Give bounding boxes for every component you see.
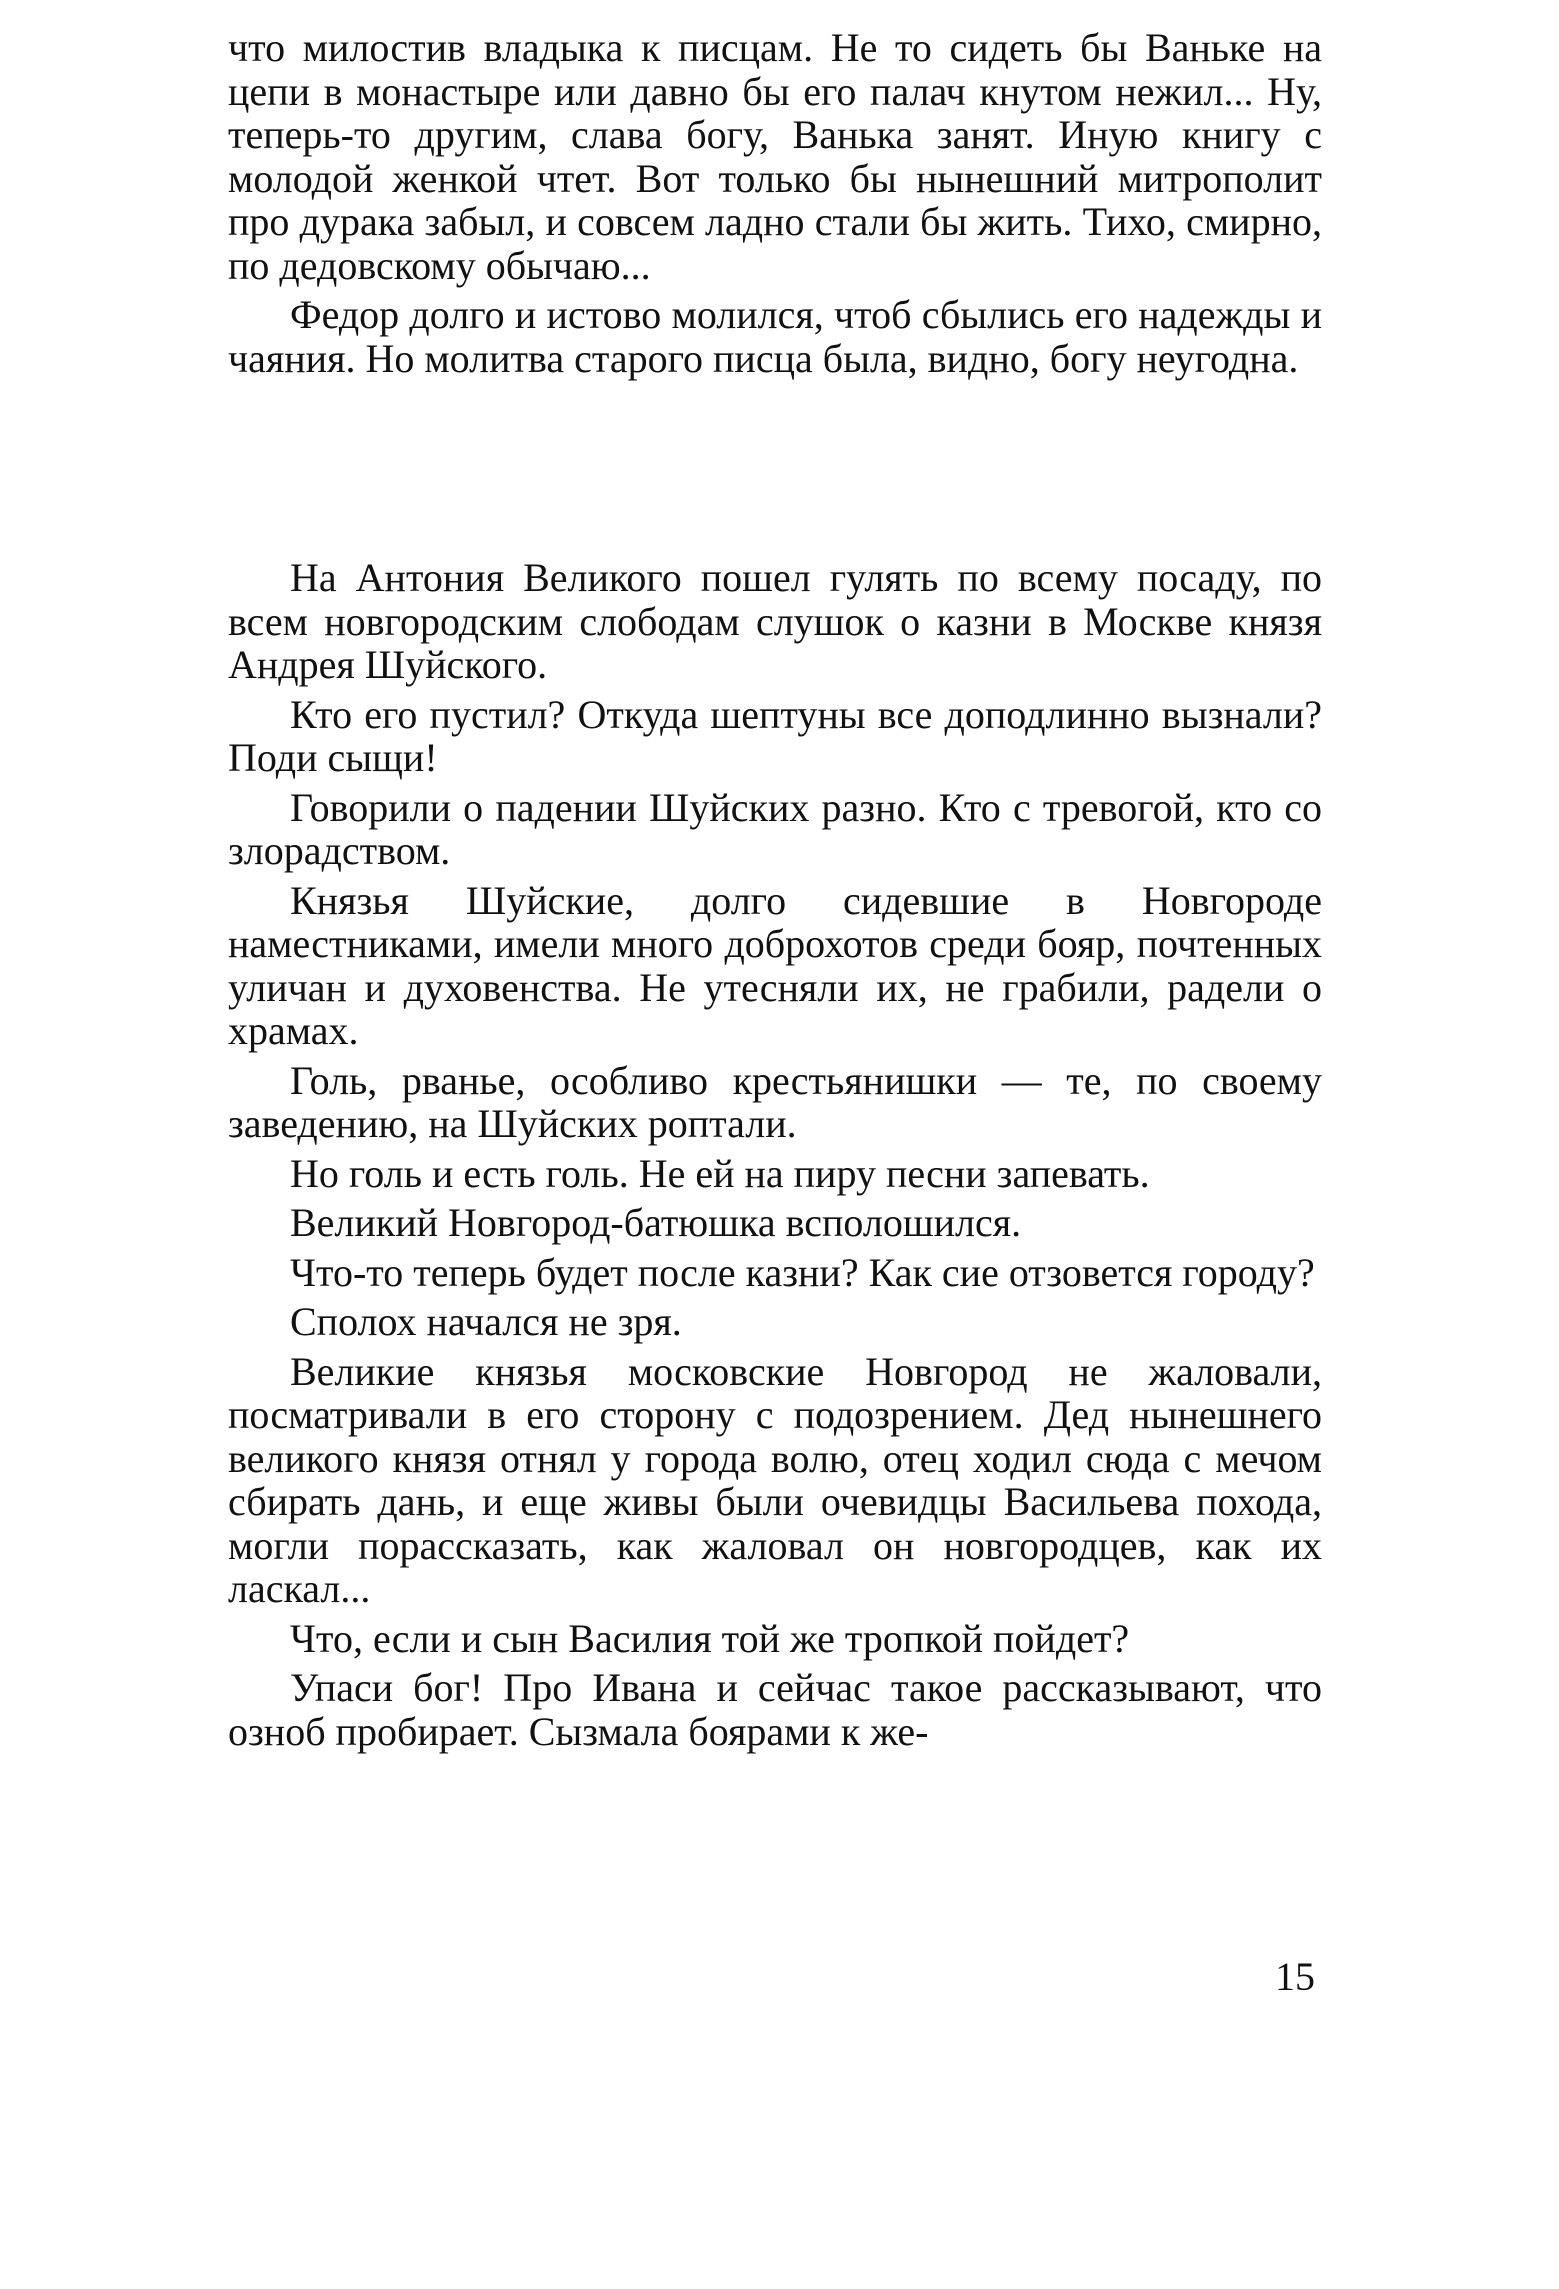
page-number: 15 — [1275, 1954, 1315, 1999]
text-section-two — [228, 556, 1322, 1759]
text-section-one — [228, 26, 1322, 386]
paragraph: Но голь и есть голь. Не ей на пиру песни запевать. — [290, 1150, 1150, 1196]
paragraph: что милостив владыка к писцам. Не то сидеть бы Ваньке на цепи в монастыре или давно бы его палач кнутом нежил... Ну, теперь-то другим, слава богу, Ванька занят. Иную книгу с молодой женкой чтет. Вот только бы нынешний митрополит про дурака забыл, и совсем ладно стали бы жить. Тихо, смирно, по дедовскому обычаю... — [228, 25, 1322, 288]
paragraph: Что-то теперь будет после казни? Как сие отзовется городу? — [290, 1249, 1315, 1295]
paragraph: Говорили о падении Шуйских разно. Кто с тревогой, кто со злорадством. — [228, 784, 1322, 873]
paragraph: Сполох начался не зря. — [290, 1299, 682, 1344]
paragraph: Федор долго и истово молился, чтоб сбылись его надежды и чаяния. Но молитва старого писца была, видно, богу неугодна. — [228, 292, 1322, 381]
paragraph: На Антония Великого пошел гулять по всему посаду, по всем новгородским слободам слушок о казни в Москве князя Андрея Шуйского. — [228, 555, 1322, 687]
paragraph: Что, если и сын Василия той же тропкой пойдет? — [290, 1615, 1130, 1661]
paragraph: Великий Новгород-батюшка всполошился. — [290, 1200, 1022, 1245]
paragraph: Голь, рванье, особливо крестьянишки — те, по своему заведению, на Шуйских роптали. — [228, 1057, 1322, 1146]
paragraph: Князья Шуйские, долго сидевшие в Новгороде наместниками, имели много доброхотов среди бояр, почтенных уличан и духовенства. Не утесняли их, не грабили, радели о храмах. — [228, 877, 1322, 1053]
paragraph: Упаси бог! Про Ивана и сейчас такое рассказывают, что озноб пробирает. Сызмала боярами к же- — [228, 1665, 1322, 1754]
paragraph: Великие князья московские Новгород не жаловали, посматривали в его сторону с подозрением. Дед нынешнего великого князя отнял у города волю, отец ходил сюда с мечом сбирать дань, и еще живы были очевидцы Васильева похода, могли порассказать, как жаловал он новгородцев, как их ласкал... — [228, 1348, 1322, 1611]
paragraph: Кто его пустил? Откуда шептуны все доподлинно вызнали? Поди сыщи! — [228, 691, 1322, 780]
